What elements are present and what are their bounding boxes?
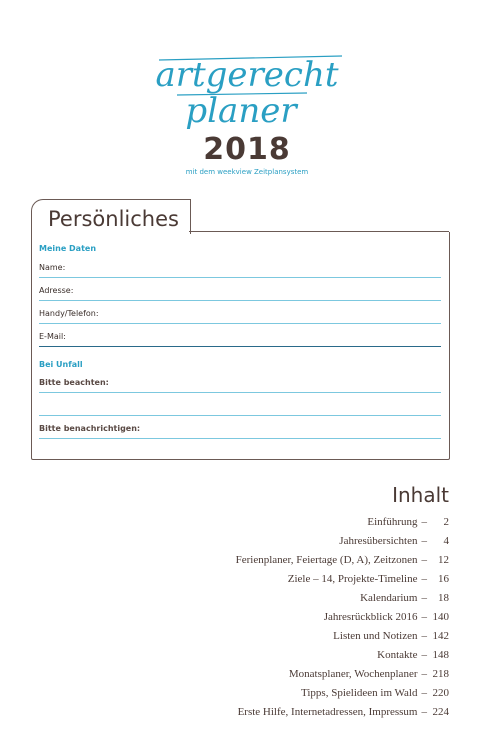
toc-page: 4 [443,535,449,547]
toc-label: Kontakte [377,649,418,661]
toc-label: Jahresrückblick 2016 [323,611,418,623]
logo-line1: artgerecht [155,55,339,95]
toc-page: 148 [432,649,449,661]
name-field[interactable] [39,263,441,278]
toc-item: Kalendarium – 18 [49,589,449,608]
logo-graphic [147,50,347,140]
toc-item: Tipps, Spielideen im Wald – 220 [49,684,449,703]
year-label: 2018 [203,132,291,167]
toc-item: Ferienplaner, Feiertage (D, A), Zeitzonen – 12 [49,551,449,570]
toc-page: 18 [438,592,449,604]
toc-label: Monatsplaner, Wochenplaner [288,668,418,680]
toc-page: 140 [432,611,449,623]
toc-page: 12 [438,554,449,566]
toc-page: 2 [443,516,449,528]
toc-page: 218 [432,668,449,680]
notes-field[interactable] [39,378,441,393]
field-label: Bitte beachten: [39,378,109,387]
card-title: Persönliches [48,207,179,231]
toc-item: Erste Hilfe, Internetadressen, Impressum – 224 [49,703,449,722]
section-accident: Bei Unfall [39,360,83,369]
field-label: E-Mail: [39,332,66,341]
field-label: Name: [39,263,66,272]
toc-item: Listen und Notizen – 142 [49,627,449,646]
email-field[interactable] [39,332,441,347]
logo-line2: planer [185,91,297,131]
toc-label: Einführung [367,516,418,528]
field-label: Handy/Telefon: [39,309,99,318]
toc-item: Kontakte – 148 [49,646,449,665]
toc-label: Jahresübersichten [339,535,418,547]
toc-title: Inhalt [392,483,449,507]
toc-item: Jahresübersichten – 4 [49,532,449,551]
toc-label: Ferienplaner, Feiertage (D, A), Zeitzonen [235,554,418,566]
phone-field[interactable] [39,309,441,324]
toc-label: Kalendarium [360,592,418,604]
toc-label: Listen und Notizen [333,630,418,642]
notify-field[interactable] [39,424,441,439]
tagline: mit dem weekview Zeitplansystem [185,168,309,176]
notes-field-2[interactable] [39,401,441,416]
toc-item: Jahresrückblick 2016 – 140 [49,608,449,627]
field-label: Bitte benachrichtigen: [39,424,141,433]
address-field[interactable] [39,286,441,301]
toc-list [49,513,449,722]
section-my-data: Meine Daten [39,244,97,253]
toc-item: Monatsplaner, Wochenplaner – 218 [49,665,449,684]
personal-card-tab [31,199,191,234]
field-label: Adresse: [39,286,74,295]
toc-label: Erste Hilfe, Internetadressen, Impressum [237,706,418,718]
toc-label: Ziele – 14, Projekte-Timeline [287,573,418,585]
toc-item: Einführung – 2 [49,513,449,532]
toc-label: Tipps, Spielideen im Wald [301,687,418,699]
toc-page: 142 [432,630,449,642]
toc-item: Ziele – 14, Projekte-Timeline – 16 [49,570,449,589]
toc-page: 16 [438,573,449,585]
toc-page: 220 [432,687,449,699]
toc-page: 224 [432,706,449,718]
